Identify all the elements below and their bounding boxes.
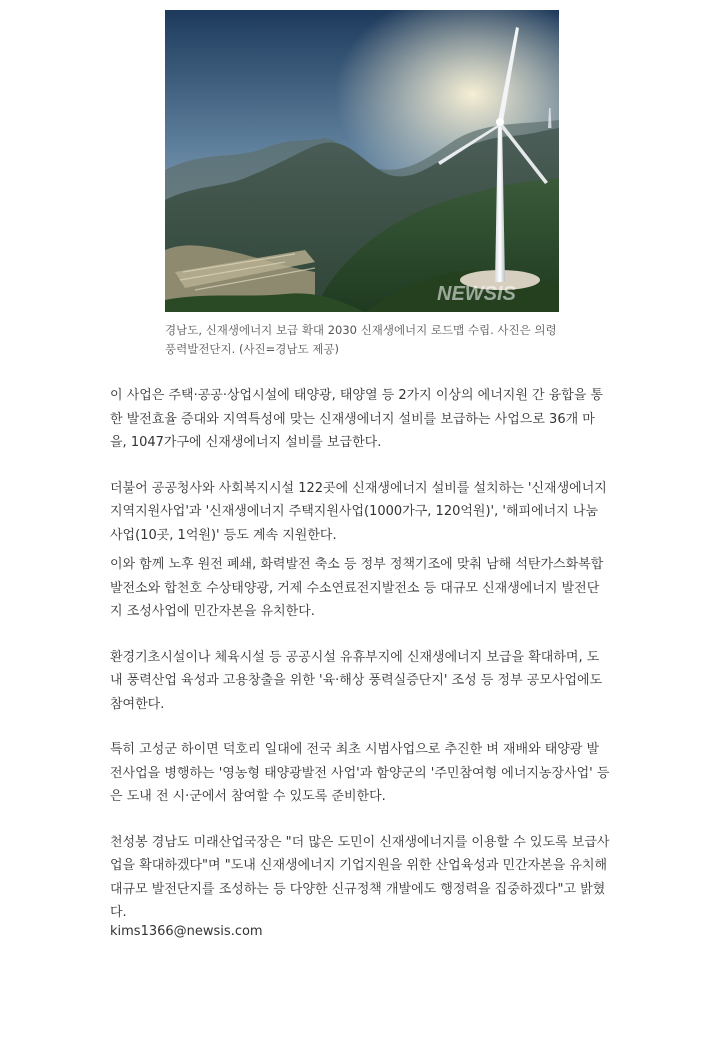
article-paragraph: 이 사업은 주택·공공·상업시설에 태양광, 태양열 등 2가지 이상의 에너지원 간 융합을 통한 발전효율 증대와 지역특성에 맞는 신재생에너지 설비를 보급하는 사업으로 36개 마을, 1047가구에 신재생에너지 설비를 보급한다. (110, 388, 604, 450)
article-paragraph: 더불어 공공청사와 사회복지시설 122곳에 신재생에너지 설비를 설치하는 '신재생에너지 지역지원사업'과 '신재생에너지 주택지원사업(1000가구, 120억원)', '해피에너지 나눔사업(10곳, 1억원)' 등도 계속 지원한다. (110, 480, 607, 543)
article-paragraph: 특히 고성군 하이면 덕호리 일대에 전국 최초 시범사업으로 추진한 벼 재배와 태양광 발전사업을 병행하는 '영농형 태양광발전 사업'과 함양군의 '주민참여형 에너지농장사업' 등은 도내 전 시·군에서 참여할 수 있도록 준비한다. (110, 742, 610, 804)
reporter-email: kims1366@newsis.com (110, 924, 263, 939)
article-photo (165, 10, 559, 312)
photo-watermark: NEWSIS (437, 283, 516, 305)
article-paragraph: 이와 함께 노후 원전 폐쇄, 화력발전 축소 등 정부 정책기조에 맞춰 남해 석탄가스화복합발전소와 합천호 수상태양광, 거제 수소연료전지발전소 등 대규모 신재생에너지 발전단지 조성사업에 민간자본을 유치한다. (110, 557, 604, 619)
article-body (110, 384, 610, 947)
wind-turbine-landscape-image (165, 10, 559, 312)
article-paragraph: 환경기초시설이나 체육시설 등 공공시설 유휴부지에 신재생에너지 보급을 확대하며, 도내 풍력산업 육성과 고용창출을 위한 '육·해상 풍력실증단지' 조성 등 정부 공모사업에도 참여한다. (110, 649, 603, 712)
article-paragraph: 천성봉 경남도 미래산업국장은 "더 많은 도민이 신재생에너지를 이용할 수 있도록 보급사업을 확대하겠다"며 "도내 신재생에너지 기업지원을 위한 산업육성과 민간자본을 유치해 대규모 발전단지를 조성하는 등 다양한 신규정책 개발에도 행정력을 집중하겠다"고 밝혔다. (110, 834, 610, 920)
photo-caption: 경남도, 신재생에너지 보급 확대 2030 신재생에너지 로드맵 수립. 사진은 의령 풍력발전단지. (사진=경남도 제공) (165, 323, 557, 356)
